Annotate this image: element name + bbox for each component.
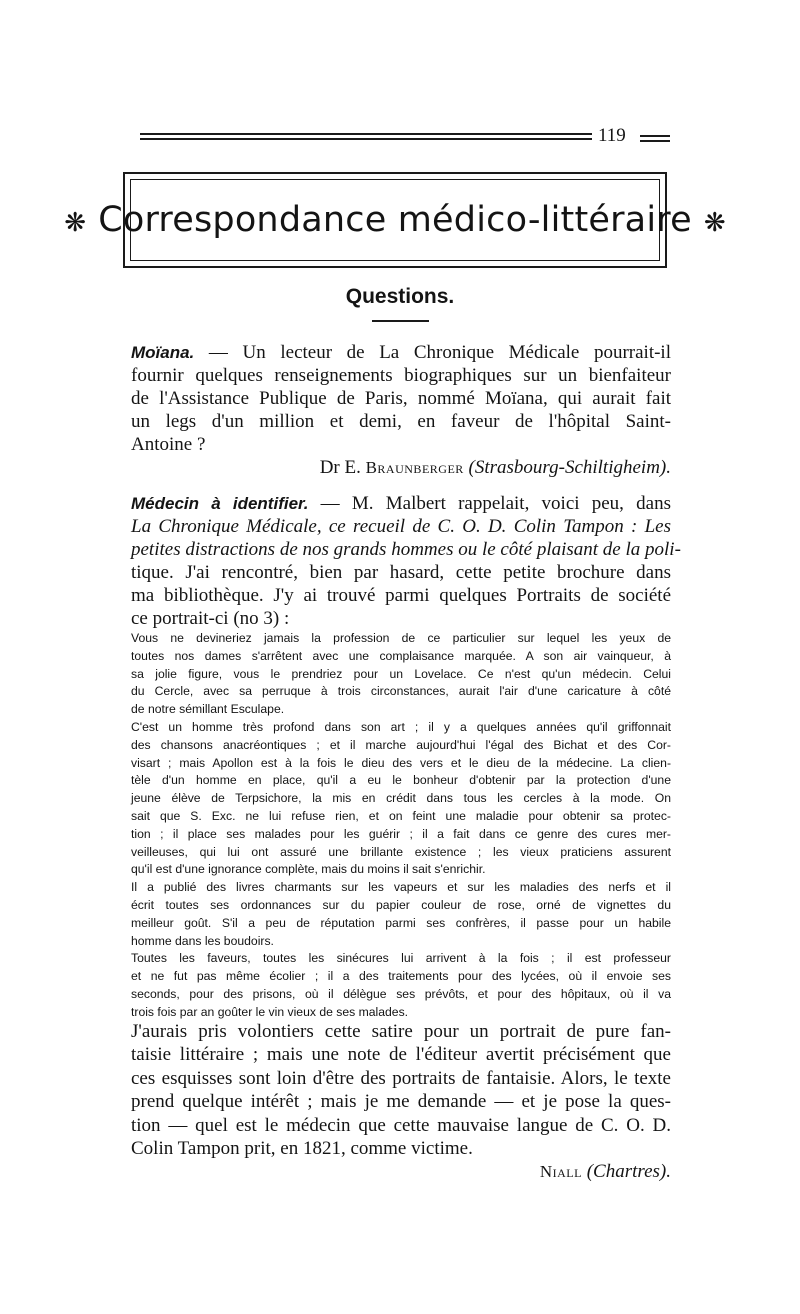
quote-line: meilleur goût. S'il a peu de réputation parmi ses confrères, il passe pour un habile — [131, 915, 671, 930]
paragraph-line: de l'Assistance Publique de Paris, nommé Moïana, qui aurait fait — [131, 388, 671, 409]
question-lead: Moïana. — [131, 343, 195, 362]
quote-line: sa jolie figure, vous le prendriez pour un Lovelace. Ce n'est qu'un médecin. Celui — [131, 666, 671, 681]
title-frame — [64, 172, 726, 268]
paragraph-line: ce portrait-ci (no 3) : — [131, 608, 290, 629]
paragraph-line: petites distractions de nos grands hommes ou le côté plaisant de la poli- — [131, 539, 681, 560]
quote-line: de notre sémillant Esculape. — [131, 702, 285, 717]
section-divider — [372, 320, 429, 322]
quote-line: et ne fut pas même écolier ; il a des traitements pour des lycées, où il envoie ses — [131, 969, 671, 984]
quote-line: homme dans les boudoirs. — [131, 933, 274, 948]
quote-line: Toutes les faveurs, toutes les sinécures lui arrivent à la fois ; il est professeur — [131, 951, 671, 966]
quoted-portrait — [131, 630, 671, 1022]
paragraph-line: taisie littéraire ; mais une note de l'éditeur avertit précisément que — [131, 1044, 671, 1066]
quote-line: seconds, pour des prisons, où il délègue ses prévôts, et pour des hôpitaux, où il va — [131, 986, 671, 1001]
paragraph-line: fournir quelques renseignements biographiques sur un bienfaiteur — [131, 365, 671, 386]
page-title — [52, 200, 738, 240]
quote-line: Vous ne devineriez jamais la profession de ce particulier sur lequel les yeux de — [131, 631, 671, 645]
paragraph-line: La Chronique Médicale, ce recueil de C. O. D. Colin Tampon : Les — [131, 516, 671, 537]
question-lead: Médecin à identifier. — [131, 494, 309, 513]
paragraph-line: tique. J'ai rencontré, bien par hasard, cette petite brochure dans — [131, 562, 671, 583]
paragraph-line: prend quelque intérêt ; mais je me demande — et je pose la ques- — [131, 1091, 671, 1113]
closing-paragraph — [131, 1020, 671, 1184]
running-header — [140, 127, 670, 151]
paragraph-line: Médecin à identifier. — M. Malbert rappelait, voici peu, dans — [131, 493, 671, 514]
quote-line: du Cercle, avec sa perruque à trois circonstances, aurait l'air d'une caricature à côté — [131, 684, 671, 699]
paragraph-line: ma bibliothèque. J'y ai trouvé parmi quelques Portraits de société — [131, 585, 671, 606]
quote-line: trois fois par an goûter le vin vieux de ses malades. — [131, 1004, 409, 1019]
paragraph-line: un legs d'un million et demi, en faveur de l'hôpital Saint- — [131, 411, 671, 432]
question-medecin — [131, 492, 681, 630]
quote-line: Il a publié des livres charmants sur les vapeurs et sur les maladies des nerfs et il — [131, 880, 671, 895]
paragraph-line: Antoine ? — [131, 434, 206, 455]
header-rule-right — [640, 135, 670, 145]
quote-line: veilleuses, qui lui ont assuré une brillante existence ; les vieux praticiens assurent — [131, 844, 671, 859]
title-text: Correspondance médico-littéraire — [98, 200, 692, 240]
page-number: 119 — [598, 125, 626, 146]
section-heading: Questions. — [345, 285, 455, 308]
quote-line: sait que S. Exc. ne lui refuse rien, et on feint une maladie pour obtenir sa protec- — [131, 808, 671, 823]
quote-line: tion ; il place ses malades pour les guérir ; il a fait dans ce genre des cures mer- — [131, 826, 671, 841]
quote-line: visart ; mais Apollon est à la fois le dieu des vers et le dieu de la médecine. La clien- — [131, 755, 671, 770]
signature: Dr E. Braunberger (Strasbourg-Schiltigheim). — [319, 457, 671, 478]
quote-line: C'est un homme très profond dans son art ; il y a quelques années qu'il griffonnait — [131, 719, 671, 734]
paragraph-line: tion — quel est le médecin que cette mauvaise langue de C. O. D. — [131, 1114, 671, 1136]
paragraph-line: Colin Tampon prit, en 1821, comme victime. — [131, 1137, 473, 1159]
signature: Niall (Chartres). — [539, 1161, 671, 1183]
paragraph-line: ces esquisses sont loin d'être des portraits de fantaisie. Alors, le texte — [131, 1067, 671, 1089]
quote-line: toutes nos dames s'arrêtent avec une complaisance marquée. A son air vainqueur, à — [131, 648, 671, 663]
quote-line: écrit toutes ses ordonnances sur du papier couleur de rose, orné de vignettes du — [131, 897, 671, 912]
quote-line: jeune élève de Terpsichore, la mis en crédit dans tous les cercles à la mode. On — [131, 791, 671, 806]
quote-line: tèle d'un homme en place, qu'il a eu le bonheur d'obtenir par la protection d'une — [131, 773, 671, 788]
quote-line: qu'il est d'une ignorance complète, mais du moins il sait s'enrichir. — [131, 862, 486, 877]
ornament-right-icon: ❋ — [703, 208, 726, 238]
ornament-left-icon: ❋ — [64, 208, 87, 238]
paragraph-line: Moïana. — Un lecteur de La Chronique Médicale pourrait-il — [131, 342, 671, 363]
quote-line: des chansons anacréontiques ; et il marche aujourd'hui l'égal des Bichat et des Cor- — [131, 737, 671, 752]
paragraph-line: J'aurais pris volontiers cette satire pour un portrait de pure fan- — [131, 1021, 671, 1042]
question-moiana — [131, 341, 671, 479]
header-rule-left — [140, 133, 592, 143]
